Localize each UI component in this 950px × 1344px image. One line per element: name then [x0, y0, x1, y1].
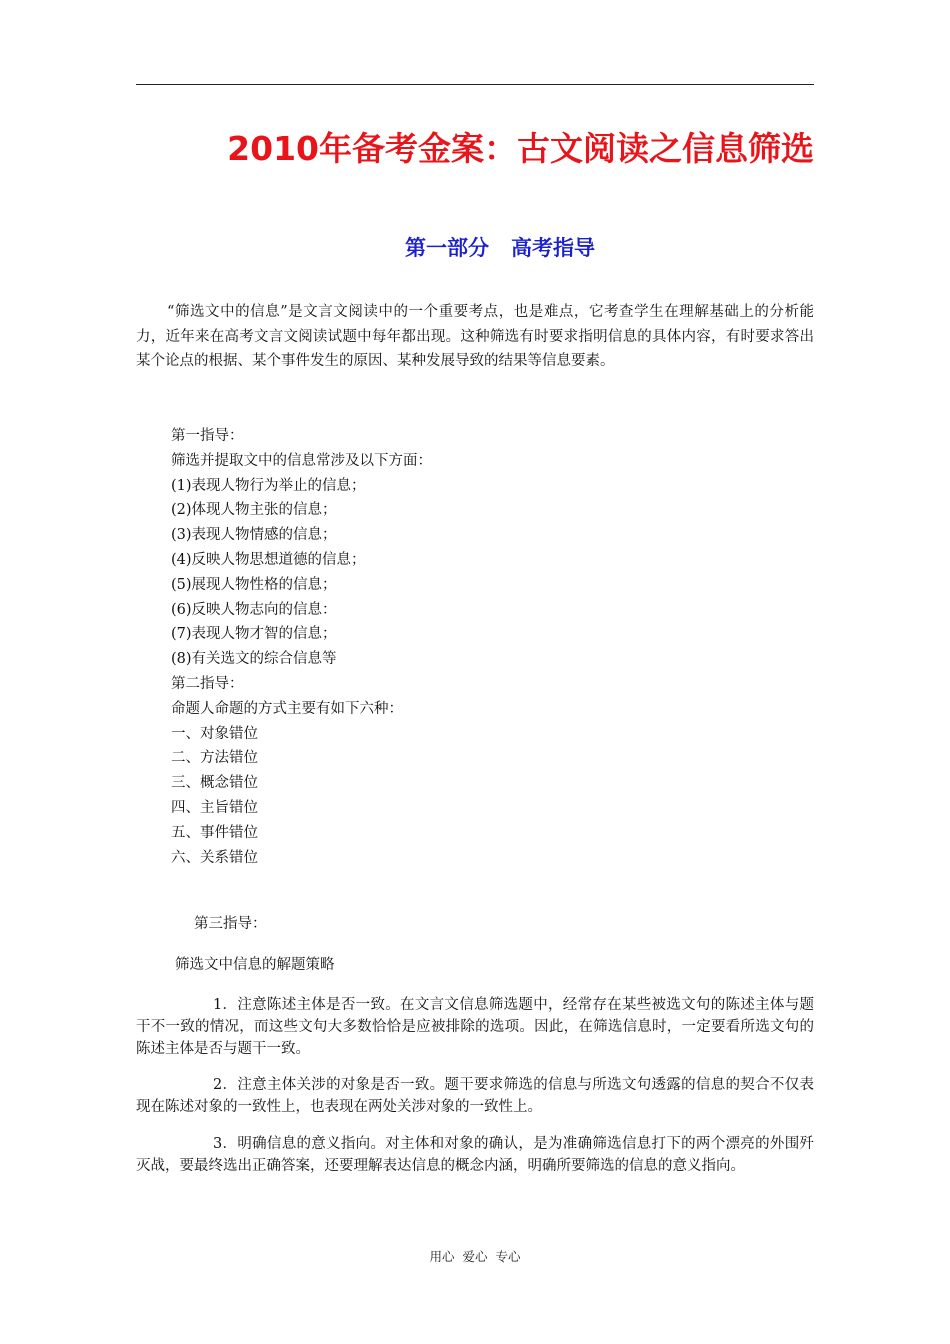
- guide-line: (1)表现人物行为举止的信息；: [171, 477, 366, 494]
- guide-line: (8)有关选文的综合信息等: [171, 651, 337, 668]
- strategy-paragraph: 3．明确信息的意义指向。对主体和对象的确认，是为准确筛选信息打下的两个漂亮的外围歼灭战，要最终选出正确答案，还要理解表达信息的概念内涵，明确所要筛选的信息的意义指向。: [136, 1136, 814, 1174]
- header-rule: [136, 84, 814, 85]
- page-footer: 用心 爱心 专心: [429, 1249, 521, 1264]
- guide-line: (7)表现人物才智的信息；: [171, 626, 337, 643]
- intro-paragraph: “筛选文中的信息”是文言文阅读中的一个重要考点，也是难点，它考查学生在理解基础上的分析能力，近年来在高考文言文阅读试题中每年都出现。这种筛选有时要求指明信息的具体内容，有时要求答出某个论点的根据、某个事件发生的原因、某种发展导致的结果等信息要素。: [136, 304, 814, 369]
- guide-line: (2)体现人物主张的信息；: [171, 502, 337, 519]
- guide-line: 一、对象错位: [171, 725, 258, 742]
- guide-line: 第二指导：: [171, 675, 244, 692]
- third-guide-subheading: 筛选文中信息的解题策略: [175, 957, 335, 973]
- guide-line: 五、事件错位: [171, 824, 258, 841]
- guide-line: (6)反映人物志向的信息：: [171, 601, 337, 618]
- guide-line: (5)展现人物性格的信息；: [171, 576, 337, 593]
- strategy-paragraph: 1．注意陈述主体是否一致。在文言文信息筛选题中，经常存在某些被选文句的陈述主体与题干不一致的情况，而这些文句大多数恰恰是应被排除的选项。因此，在筛选信息时，一定要看所选文句的陈述主体是否与题干一致。: [136, 997, 814, 1057]
- guide-line: (3)表现人物情感的信息；: [171, 527, 337, 544]
- section-heading: 第一部分 高考指导: [405, 236, 595, 260]
- guide-line: 四、主旨错位: [171, 799, 258, 816]
- guide-line: 六、关系错位: [171, 849, 258, 866]
- guide-line: 筛选并提取文中的信息常涉及以下方面：: [171, 452, 432, 469]
- guide-line: 第一指导：: [171, 428, 244, 444]
- guide-list: [171, 424, 791, 870]
- guide-line: 三、概念错位: [171, 775, 258, 792]
- strategy-paragraph: 2．注意主体关涉的对象是否一致。题干要求筛选的信息与所选文句透露的信息的契合不仅表现在陈述对象的一致性上，也表现在两处关涉对象的一致性上。: [136, 1077, 814, 1115]
- guide-line: 二、方法错位: [171, 750, 258, 767]
- third-guide-heading: 第三指导：: [194, 916, 267, 932]
- document-title: 2010年备考金案：古文阅读之信息筛选: [227, 129, 814, 168]
- guide-line: 命题人命题的方式主要有如下六种：: [171, 700, 403, 717]
- guide-line: (4)反映人物思想道德的信息；: [171, 551, 366, 568]
